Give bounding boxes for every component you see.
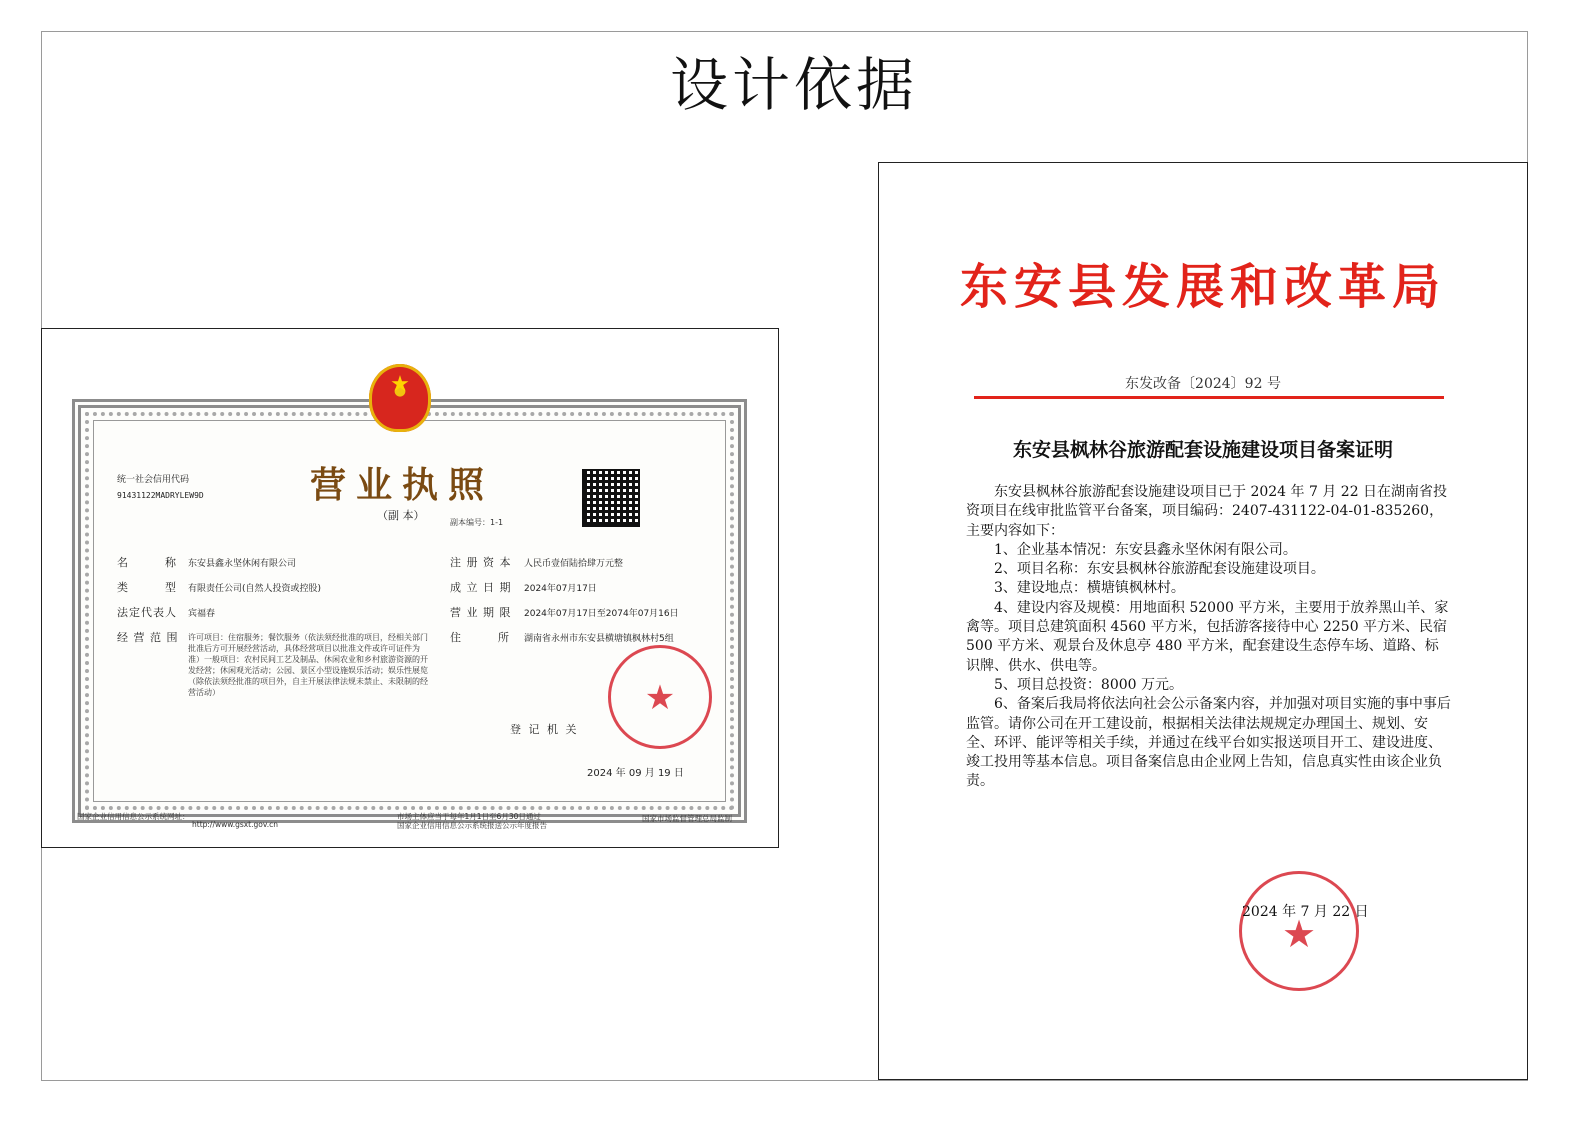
capital-label: 注 册 资 本 xyxy=(450,556,512,569)
term-label: 营 业 期 限 xyxy=(450,606,512,619)
license-date xyxy=(587,764,684,779)
license-subtitle: （副 本） xyxy=(377,509,425,522)
term-value: 2024年07月17日至2074年07月16日 xyxy=(524,609,679,619)
est-date-value: 2024年07月17日 xyxy=(524,584,597,594)
scope-label: 经 营 范 围 xyxy=(117,631,179,644)
footer-left-label: 国家企业信用信息公示系统网址： xyxy=(77,812,190,821)
footer-mid-2: 国家企业信用信息公示系统报送公示年度报告 xyxy=(397,821,547,830)
capital-value: 人民币壹佰陆拾肆万元整 xyxy=(524,559,624,569)
footer-url: http://www.gsxt.gov.cn xyxy=(192,820,278,829)
date-month-unit: 月 xyxy=(644,768,655,779)
paragraph-item-4: 4、建设内容及规模：用地面积 52000 平方米，主要用于放养黑山羊、家禽等。项目总建筑面积 4560 平方米，包括游客接待中心 2250 平方米、民宿 500 平方米、观景台及休息亭 480 平方米，配套建设生态停车场、道路、标识牌、供水、供电等。 xyxy=(966,599,1449,674)
filing-certificate-image xyxy=(878,162,1528,1080)
certificate-seal xyxy=(1239,871,1359,991)
credit-code-label: 统一社会信用代码 xyxy=(117,475,190,485)
est-date-label: 成 立 日 期 xyxy=(450,581,512,594)
paragraph-item-1: 1、企业基本情况：东安县鑫永坚休闲有限公司。 xyxy=(994,541,1297,558)
date-month: 09 xyxy=(628,768,642,779)
name-label: 名 称 xyxy=(117,556,177,569)
seal-star-icon: ★ xyxy=(1281,912,1317,956)
footer-mid-1: 市场主体应当于每年1月1日至6月30日通过 xyxy=(397,812,541,821)
qr-code-icon xyxy=(582,469,640,527)
paragraph-item-3: 3、建设地点：横塘镇枫林村。 xyxy=(994,580,1185,597)
type-label: 类 型 xyxy=(117,581,177,594)
date-year-unit: 年 xyxy=(615,768,626,779)
seal-star-icon: ★ xyxy=(644,678,676,718)
footer-right: 国家市场监督管理总局监制 xyxy=(642,814,732,823)
paragraph-item-6: 6、备案后我局将依法向社会公示备案内容，并加强对项目实施的事中事后监管。请你公司在开工建设前，根据相关法律法规规定办理国土、规划、安全、环评、能评等相关手续，并通过在线平台如实报送项目开工、建设进度、竣工投用等基本信息。项目备案信息由企业网上告知，信息真实性由该企业负责。 xyxy=(966,696,1451,790)
license-seal xyxy=(608,645,712,749)
paragraph-intro: 东安县枫林谷旅游配套设施建设项目已于 2024 年 7 月 22 日在湖南省投资项目在线审批监管平台备案，项目编码：2407-431122-04-01-835260，主要内容如下： xyxy=(966,484,1448,539)
business-license-image xyxy=(41,328,779,848)
license-title: 营业执照 xyxy=(309,464,494,506)
page-title: 设计依据 xyxy=(669,51,918,119)
certificate-agency-header: 东安县发展和改革局 xyxy=(959,259,1446,315)
address-value: 湖南省永州市东安县横塘镇枫林村5组 xyxy=(524,634,674,644)
certificate-title: 东安县枫林谷旅游配套设施建设项目备案证明 xyxy=(1012,439,1393,461)
rep-value: 宾福春 xyxy=(188,609,216,619)
national-emblem-icon xyxy=(369,364,431,432)
date-day-unit: 日 xyxy=(673,768,684,779)
rep-label: 法定代表人 xyxy=(117,606,177,619)
certificate-body xyxy=(966,483,1452,792)
type-value: 有限责任公司(自然人投资或控股) xyxy=(188,584,322,594)
name-value: 东安县鑫永坚休闲有限公司 xyxy=(188,559,297,569)
license-copy-number: 副本编号：1-1 xyxy=(450,518,504,527)
date-year: 2024 xyxy=(587,768,613,779)
date-day: 19 xyxy=(657,768,671,779)
certificate-date: 2024 年 7 月 22 日 xyxy=(1242,904,1369,920)
paragraph-item-5: 5、项目总投资：8000 万元。 xyxy=(994,676,1183,693)
red-divider xyxy=(974,396,1444,399)
scope-value: 许可项目：住宿服务；餐饮服务（依法须经批准的项目，经相关部门批准后方可开展经营活动，具体经营项目以批准文件或许可证件为准）一般项目：农村民间工艺及制品、休闲农业和乡村旅游资源的开发经营；休闲观光活动；公园、景区小型设施娱乐活动；娱乐性展览（除依法须经批准的项目外，自主开展法律法规未禁止、未限制的经营活动） xyxy=(188,633,428,697)
paragraph-item-2: 2、项目名称：东安县枫林谷旅游配套设施建设项目。 xyxy=(994,561,1325,578)
registrar-label: 登 记 机 关 xyxy=(510,723,579,736)
credit-code-value: 91431122MADRYLEW9D xyxy=(117,491,204,500)
certificate-doc-number: 东发改备〔2024〕92 号 xyxy=(1125,376,1281,392)
address-label: 住 所 xyxy=(450,631,510,644)
